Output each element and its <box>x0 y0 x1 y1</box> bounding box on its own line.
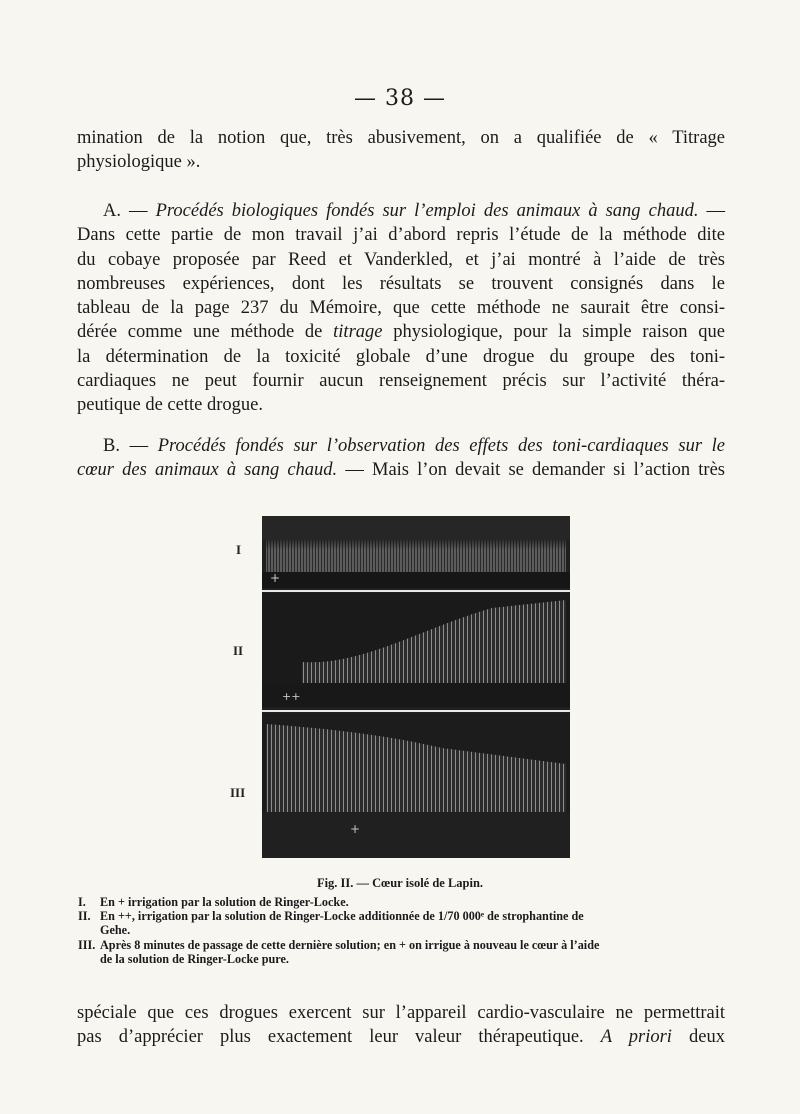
marker-plus-2: ++ <box>282 690 301 703</box>
caption-number: III. <box>78 938 96 952</box>
text-line <box>77 320 725 344</box>
text-line: la détermination de la toxicité globale d’une drogue du groupe des toni- <box>77 346 725 367</box>
text-line: cardiaques ne peut fournir aucun renseignement précis sur l’activité théra- <box>77 371 725 392</box>
caption-text: En ++, irrigation par la solution de Ringer-Locke additionnée de 1/70 000ᵉ de strophantine de <box>100 909 584 923</box>
text-run: — Mais l’on devait se demander si l’action très <box>337 460 725 481</box>
section-b-heading <box>77 434 725 458</box>
section-b-title: Procédés fondés sur l’observation des effets des toni-cardiaques sur le <box>157 436 725 456</box>
trace-label-3: III <box>230 785 246 800</box>
section-a <box>77 199 725 418</box>
trace-label-1: I <box>236 542 242 557</box>
text-line: physiologique ». <box>77 152 201 173</box>
text-emphasis: titrage <box>333 322 383 343</box>
text-line: tableau de la page 237 du Mémoire, que cette méthode ne saurait être consi- <box>77 298 725 319</box>
trace-svg <box>262 516 570 858</box>
caption-number: I. <box>78 895 86 909</box>
text-line: spéciale que ces drogues exercent sur l’appareil cardio-vasculaire ne permettrait <box>77 1003 725 1023</box>
section-b <box>77 434 725 483</box>
text-run: pas d’apprécier plus exactement leur valeur thérapeutique. <box>77 1027 601 1048</box>
paragraph-end <box>77 1001 725 1050</box>
text-emphasis: A priori <box>600 1027 672 1048</box>
text-line <box>77 458 725 482</box>
caption-text: de la solution de Ringer-Locke pure. <box>100 951 289 966</box>
caption-item <box>78 910 724 937</box>
section-b-label: B. — <box>103 436 158 456</box>
text-line: peutique de cette drogue. <box>77 395 263 416</box>
text-run: physiologique, pour la simple raison que <box>382 322 725 343</box>
heart-trace-figure <box>262 516 570 858</box>
text-line: nombreuses expériences, dont les résultats se trouvent consignés dans le <box>77 273 725 294</box>
caption-item <box>78 896 724 910</box>
caption-text: Gehe. <box>100 922 131 937</box>
paragraph-intro <box>77 126 725 175</box>
caption-text: Après 8 minutes de passage de cette dernière solution; en + on irrigue à nouveau le cœur à l’aide <box>100 938 600 952</box>
marker-plus-1: + <box>270 571 281 585</box>
text-line <box>77 1025 725 1049</box>
caption-number: II. <box>78 909 91 923</box>
text-line: mination de la notion que, très abusivement, on a qualifiée de « Titrage <box>77 128 725 148</box>
text-run: deux <box>671 1027 725 1048</box>
section-a-dash: — <box>698 201 725 221</box>
caption-text: En + irrigation par la solution de Ringer-Locke. <box>100 895 349 909</box>
section-a-heading <box>77 199 725 223</box>
caption-item <box>78 939 724 966</box>
section-a-title: Procédés biologiques fondés sur l’emploi des animaux à sang chaud. <box>155 201 699 221</box>
trace-label-2: II <box>233 643 244 658</box>
text-line: Dans cette partie de mon travail j’ai d’abord repris l’étude de la méthode dite <box>77 225 725 246</box>
marker-plus-3: + <box>350 822 361 836</box>
text-run: dérée comme une méthode de <box>77 322 334 343</box>
text-line: du cobaye proposée par Reed et Vanderkled, et j’ai montré à l’aide de très <box>77 249 725 270</box>
page-number: — 38 — <box>354 86 446 111</box>
section-b-title-cont: cœur des animaux à sang chaud. <box>77 460 338 481</box>
figure-title: Fig. II. — Cœur isolé de Lapin. <box>316 876 484 890</box>
section-a-label: A. — <box>103 201 156 221</box>
